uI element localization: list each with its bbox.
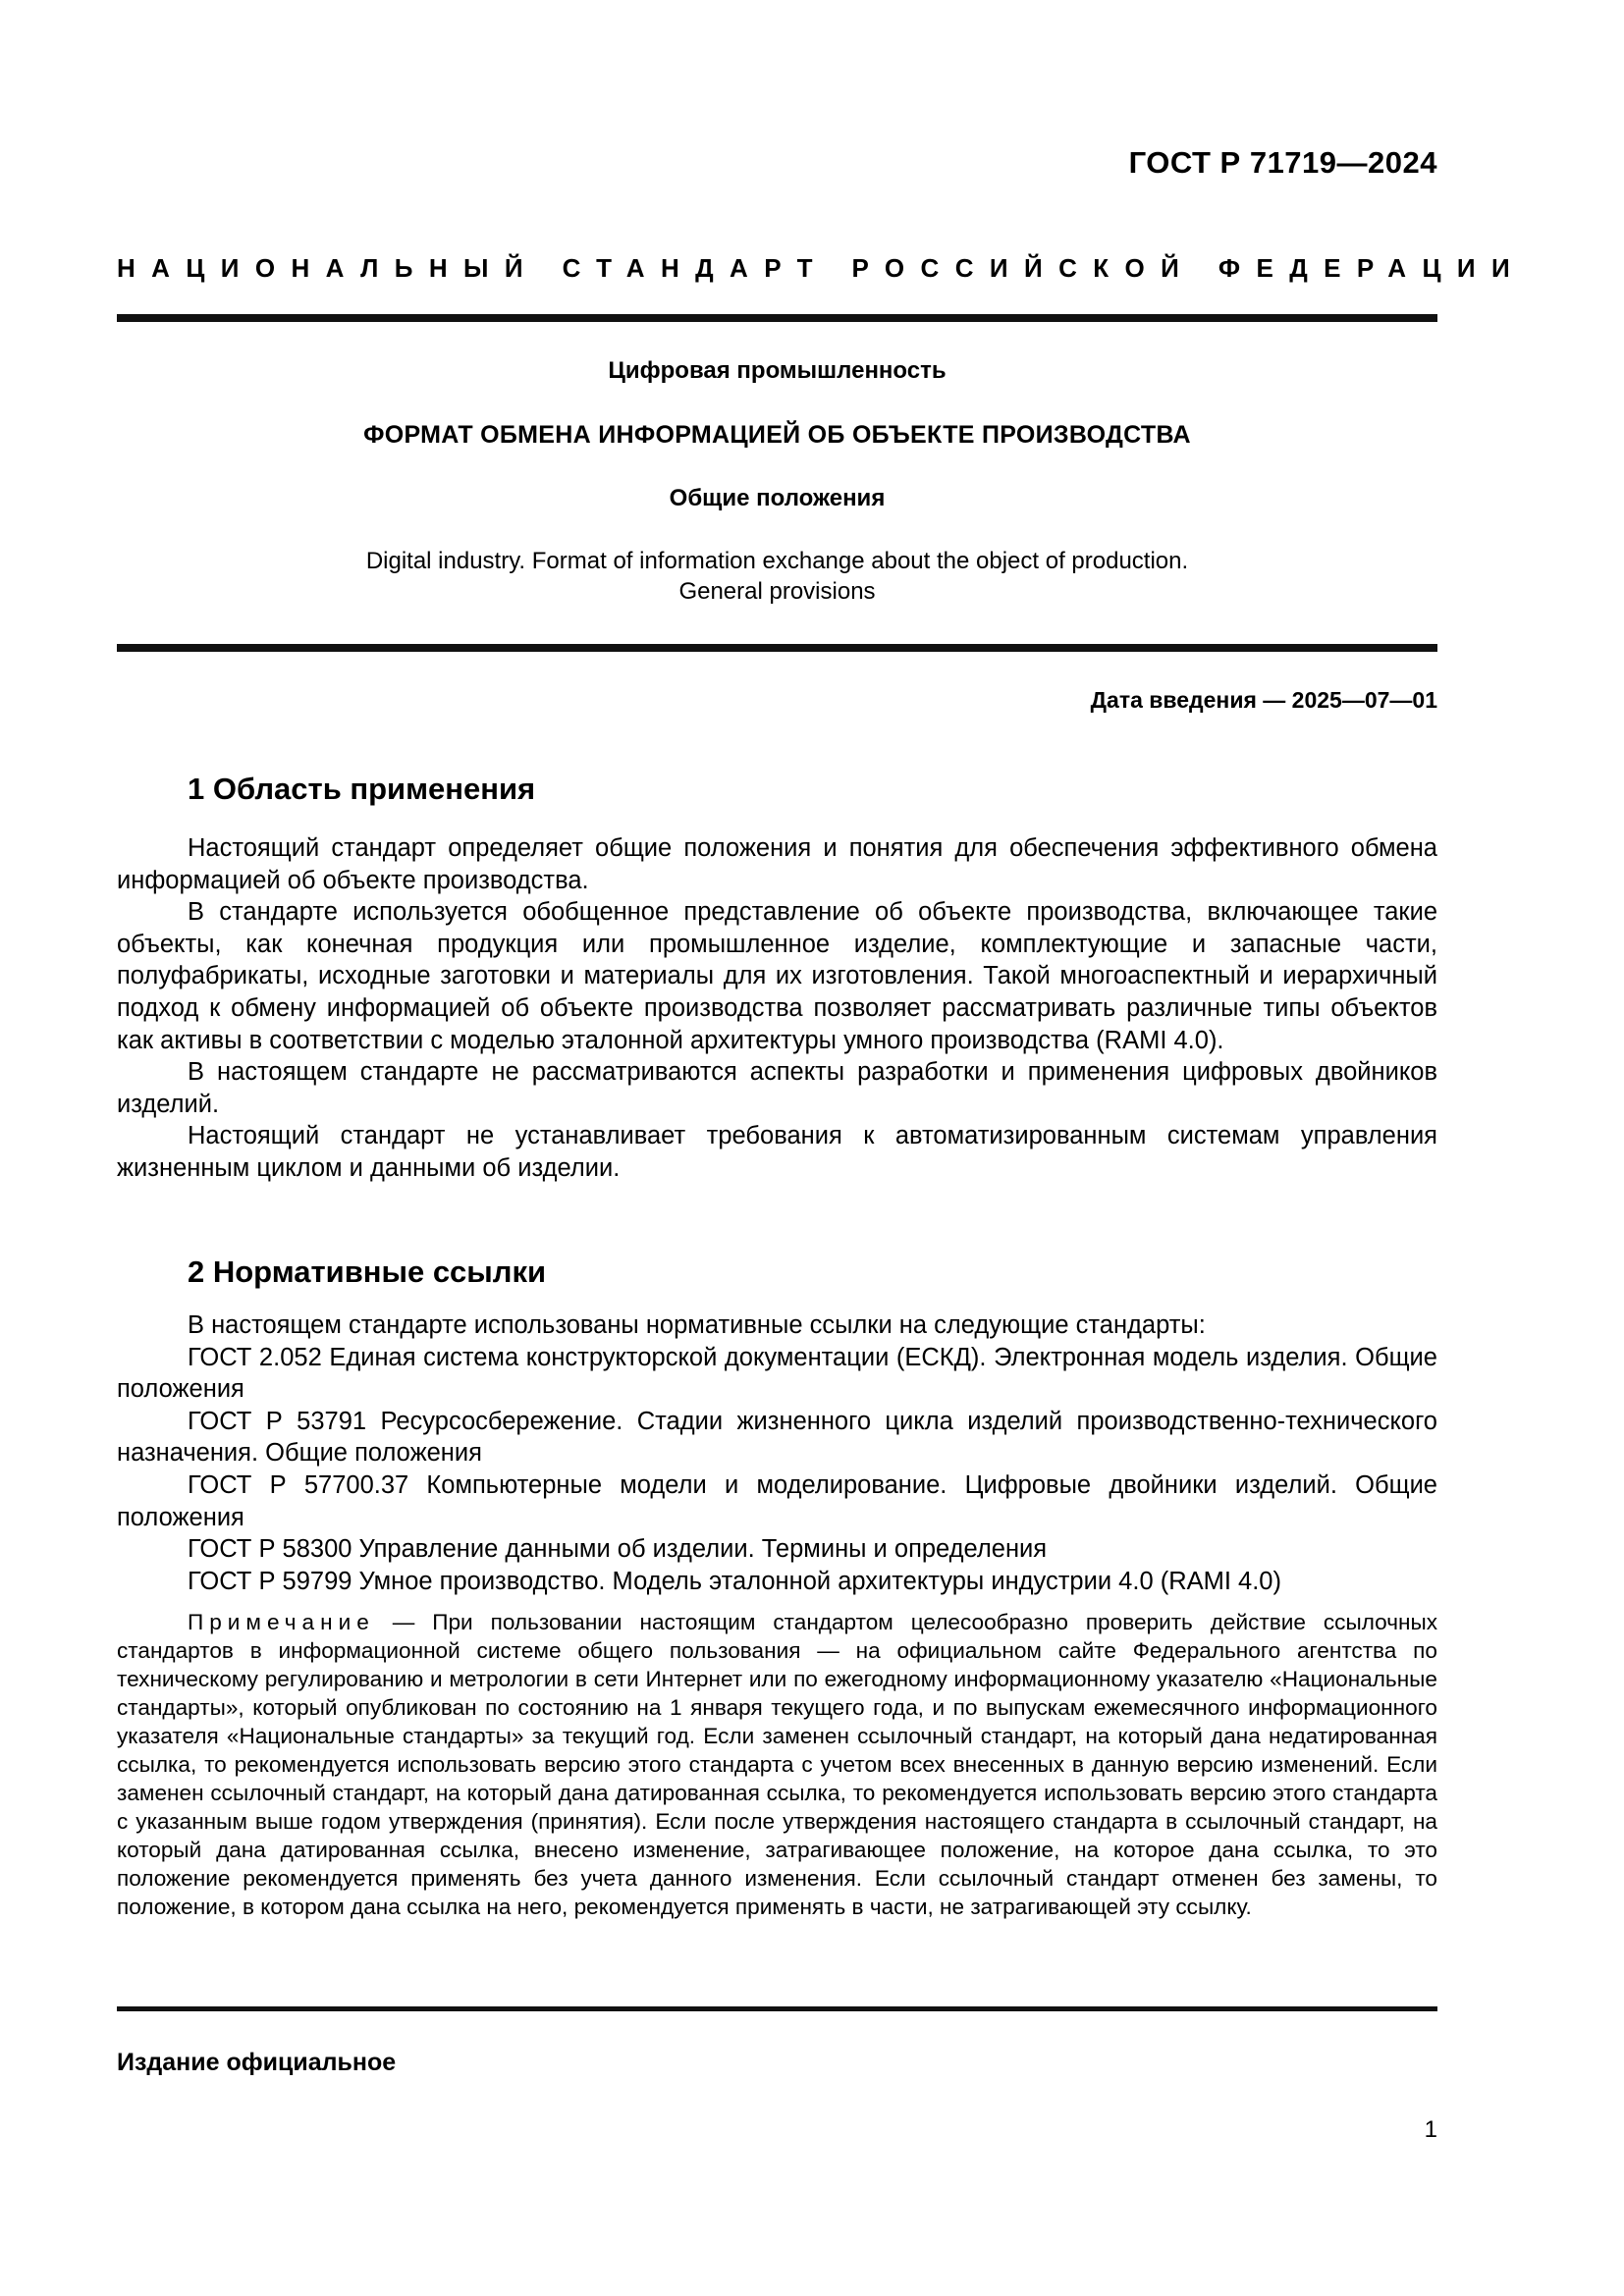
- main-title: ФОРМАТ ОБМЕНА ИНФОРМАЦИЕЙ ОБ ОБЪЕКТЕ ПРОИЗВОДСТВА: [363, 421, 1191, 449]
- section-1-paragraph: Настоящий стандарт не устанавливает требования к автоматизированным системам управления жизненным циклом и данными об изделии.: [117, 1122, 1437, 1182]
- note-label: Примечание: [188, 1610, 375, 1634]
- national-standard-banner: НАЦИОНАЛЬНЫЙ СТАНДАРТ РОССИЙСКОЙ ФЕДЕРАЦИИ: [117, 253, 1527, 283]
- subject-title: Цифровая промышленность: [608, 357, 947, 384]
- section-1-paragraph: В стандарте используется обобщенное представление об объекте производства, включающее такие объекты, как конечная продукция или промышленное изделие, комплектующие и запасные части, полуфабрикаты, исходные заготовки и материалы для их изготовления. Такой многоаспектный и иерархичный подход к обмену информацией об объекте производства позволяет рассматривать различные типы объектов как активы в соответствии с моделью эталонной архитектуры умного производства (RAMI 4.0).: [117, 898, 1437, 1054]
- introduction-date: Дата введения — 2025—07—01: [1090, 687, 1437, 713]
- reference-item: ГОСТ 2.052 Единая система конструкторской документации (ЕСКД). Электронная модель изделия. Общие положения: [117, 1343, 1437, 1404]
- section-1-paragraph: В настоящем стандарте не рассматриваются аспекты разработки и применения цифровых двойников изделий.: [117, 1058, 1437, 1118]
- reference-note: [117, 1608, 1437, 1921]
- document-page: [117, 0, 1527, 2296]
- english-title: [117, 546, 1437, 607]
- section-2-intro: В настоящем стандарте использованы нормативные ссылки на следующие стандарты:: [188, 1311, 1206, 1339]
- document-id: ГОСТ Р 71719—2024: [1128, 145, 1437, 180]
- top-divider: [117, 314, 1437, 322]
- part-title: Общие положения: [669, 485, 886, 511]
- reference-item: ГОСТ Р 53791 Ресурсосбережение. Стадии жизненного цикла изделий производственно-технического назначения. Общие положения: [117, 1407, 1437, 1468]
- section-2-body: [117, 1309, 1437, 1597]
- official-edition-label: Издание официальное: [117, 2049, 397, 2076]
- section-2-heading: 2 Нормативные ссылки: [188, 1255, 547, 1289]
- section-1-heading: 1 Область применения: [188, 772, 536, 806]
- section-1-paragraph: Настоящий стандарт определяет общие положения и понятия для обеспечения эффективного обмена информацией об объекте производства.: [117, 834, 1437, 894]
- note-text: — При пользовании настоящим стандартом целесообразно проверить действие ссылочных стандартов в информационной системе общего пользования — на официальном сайте Федерального агентства по техническому регулированию и метрологии в сети Интернет или по ежегодному информационному указателю «Национальные стандарты», который опубликован по состоянию на 1 января текущего года, и по выпускам ежемесячного информационного указателя «Национальные стандарты» за текущий год. Если заменен ссылочный стандарт, на который дана недатированная ссылка, то рекомендуется использовать версию этого стандарта с учетом всех внесенных в данную версию изменений. Если заменен ссылочный стандарт, на который дана датированная ссылка, то рекомендуется использовать версию этого стандарта с указанным выше годом утверждения (принятия). Если после утверждения настоящего стандарта в ссылочный стандарт, на который дана датированная ссылка, внесено изменение, затрагивающее положение, на которое дана ссылка, то это положение рекомендуется применять без учета данного изменения. Если ссылочный стандарт отменен без замены, то положение, в котором дана ссылка на него, рекомендуется применять в части, не затрагивающей эту ссылку.: [117, 1610, 1437, 1919]
- english-title-line-1: Digital industry. Format of information exchange about the object of production.: [365, 548, 1189, 574]
- english-title-line-2: General provisions: [678, 578, 876, 605]
- reference-item: ГОСТ Р 59799 Умное производство. Модель эталонной архитектуры индустрии 4.0 (RAMI 4.0): [188, 1567, 1281, 1595]
- section-1-body: [117, 832, 1437, 1185]
- bottom-divider: [117, 2006, 1437, 2011]
- page-number: 1: [1424, 2116, 1437, 2143]
- reference-item: ГОСТ Р 58300 Управление данными об изделии. Термины и определения: [188, 1535, 1048, 1564]
- reference-item: ГОСТ Р 57700.37 Компьютерные модели и моделирование. Цифровые двойники изделий. Общие положения: [117, 1470, 1437, 1531]
- middle-divider: [117, 644, 1437, 652]
